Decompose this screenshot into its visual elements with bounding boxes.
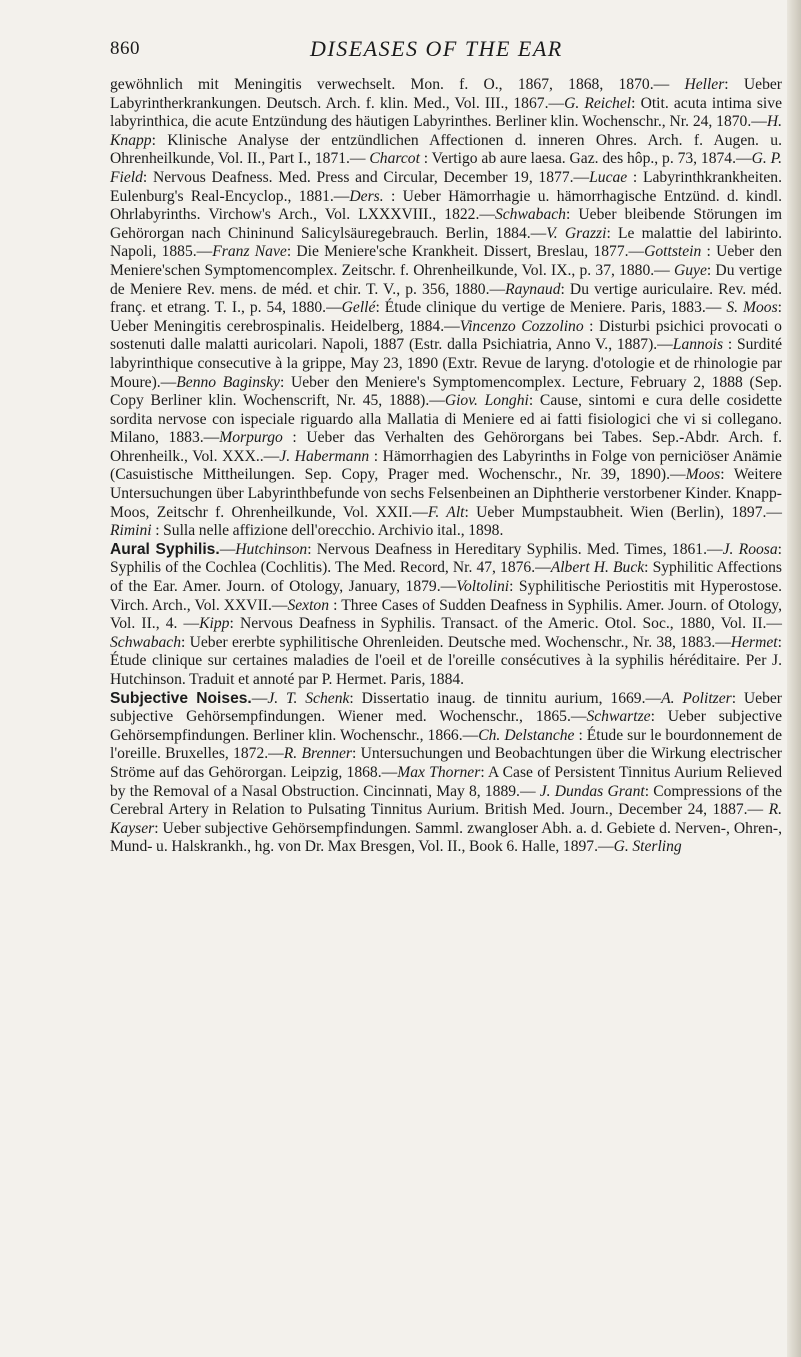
author-name: J. T. Schenk [267, 689, 350, 707]
citation-text: : Syphilis of the Cochlea (Cochlitis). The Med. Record, Nr. 47, 1876.— [110, 540, 782, 577]
author-name: Guye [673, 261, 707, 279]
citation-text: : Hämorrhagien des Labyrinths in Folge von perniciöser Anämie (Casuistische Mittheilungen. Sep. Copy, Prager med. Wochenschr., Nr. 39, 1890).— [110, 447, 782, 484]
author-name: Schwabach [494, 206, 566, 224]
citation-text: : Weitere Untersuchungen über Labyrinthbefunde von sechs Felsenbeinen an Diphtherie verstorbener Kinder. Knapp-Moos, Zeitschr f. Ohrenheilkunde, Vol. XXII.— [110, 466, 782, 521]
author-name: R. Kayser [110, 801, 782, 837]
citation-text: : Ueber bleibende Störungen im Gehörorgan nach Chininund Salicylsäuregebrauch. Berlin, 1884.— [110, 206, 782, 242]
citation-text: : Compressions of the Cerebral Artery in Relation to Pulsating Tinnitus Aurium. British Med. Journ., December 24, 1887.— [110, 782, 782, 819]
citation-text: : Sulla nelle affizione dell'orecchio. Archivio ital., 1898. [151, 522, 504, 540]
citation-text: : Surdité labyrinthique consecutive à la grippe, May 23, 1890 (Extr. Revue de laryng. d'otologie et de rhinologie par Moure).— [110, 336, 782, 391]
citation-text: : Étude sur le bourdonnement de l'oreille. Bruxelles, 1872.— [110, 726, 783, 763]
citation-text: : Ueber den Meniere's Symptomencomplex. Lecture, February 2, 1888 (Sep. Copy Berliner klin. Wochenscrift, Nr. 45, 1888).— [110, 373, 782, 410]
section-heading: Subjective Noises. [110, 689, 252, 707]
citation-text: : Ueber den Meniere'schen Symptomencomplex. Zeitschr. f. Ohrenheilkunde, Vol. IX., p. 37, 1880.— [110, 243, 782, 279]
author-name: Benno Baginsky [176, 373, 280, 391]
author-name: G. Reichel [564, 94, 632, 112]
citation-text: : Étude clinique sur certaines maladies de l'oeil et de l'oreille consécutives à la syphilis héréditaire. Per J. Hutchinson. Traduit et annoté par P. Hermet. Paris, 1884. [110, 633, 782, 688]
citation-text: : Ueber subjective Gehörsempfindungen. Samml. zwangloser Abh. a. d. Gebiete d. Nerven-, Ohren-, Mund- u. Halskrankh., hg. von Dr. Max Bresgen, Vol. II., Book 6. Halle, 1897.— [110, 819, 782, 856]
author-name: Kipp [199, 615, 230, 633]
author-name: Albert H. Buck [550, 559, 645, 577]
citation-text: : Ueber Hämorrhagie u. hämorrhagische Entzünd. d. kindl. Ohrlabyrinths. Virchow's Arch., Vol. LXXXVIII., 1822.— [110, 187, 782, 224]
citation-text: : Nervous Deafness. Med. Press and Circular, December 19, 1877.— [142, 168, 590, 186]
author-name: Voltolini [456, 578, 510, 596]
citation-text: : Vertigo ab aure laesa. Gaz. des hôp., p. 73, 1874.— [419, 150, 752, 168]
citation-text: : Syphilitic Affections of the Ear. Amer. Journ. of Otology, January, 1879.— [110, 559, 782, 596]
paragraph [110, 690, 782, 857]
author-name: G. Sterling [613, 838, 682, 856]
author-name: Schwabach [110, 633, 182, 651]
author-name: Max Thorner [397, 763, 481, 781]
citation-text: : Du vertige de Meniere Rev. mens. de méd. et chir. T. V., p. 356, 1880.— [110, 261, 782, 298]
page-header [110, 24, 782, 76]
author-name: A. Politzer [661, 689, 732, 707]
book-page [110, 24, 782, 857]
author-name: Gottstein [644, 243, 702, 261]
citation-text: : Syphilitische Periostitis mit Hyperostose. Virch. Arch., Vol. XXVII.— [110, 578, 782, 614]
citation-text: : Ueber subjective Gehörsempfindungen. Berliner klin. Wochenschr., 1866.— [110, 708, 782, 744]
author-name: G. P. Field [110, 150, 783, 186]
author-name: Sexton [287, 596, 330, 614]
author-name: Moos [685, 466, 721, 484]
author-name: Morpurgo [219, 429, 283, 447]
author-name: Charcot [369, 150, 420, 168]
author-name: Raynaud [505, 280, 561, 298]
author-name: Lucae [589, 168, 628, 186]
author-name: R. Brenner [283, 745, 352, 763]
author-name: Vincenzo Cozzolino [459, 317, 584, 335]
citation-text: : Ueber das Verhalten des Gehörorgans bei Tabes. Sep.-Abdr. Arch. f. Ohrenheilk., Vol. XXX..— [110, 429, 782, 465]
page-edge-shadow [787, 0, 801, 1357]
citation-text: — [219, 540, 236, 558]
citation-text: : Three Cases of Sudden Deafness in Syphilis. Amer. Journ. of Otology, Vol. II., 4. — [110, 596, 782, 633]
author-name: Schwartze [586, 708, 651, 726]
citation-text: : Cause, sintomi e cura delle cosidette sordita nervose con ispeciale riguardo alla Mallatia di Meniere ed ai fatti fisiologici che vi si collegano. Milano, 1883.— [110, 392, 782, 447]
author-name: Hermet [730, 633, 778, 651]
citation-text: : Nervous Deafness in Syphilis. Transact. of the Americ. Otol. Soc., 1880, Vol. II.— [229, 615, 783, 633]
author-name: J. Habermann [279, 447, 370, 465]
author-name: Gellé [341, 299, 376, 317]
author-name: Heller [684, 76, 725, 93]
citation-text: : A Case of Persistent Tinnitus Aurium Relieved by the Removal of a Nasal Obstruction. Cincinnati, May 8, 1889.— [110, 763, 783, 800]
author-name: J. Roosa [722, 540, 778, 558]
author-name: H. Knapp [110, 113, 782, 149]
paragraph [110, 76, 782, 541]
citation-text: : Dissertatio inaug. de tinnitu aurium, 1669.— [349, 689, 662, 707]
citation-text: : Le malattie del labirinto. Napoli, 1885.— [110, 224, 783, 261]
citation-text: : Otit. acuta intima sive labyrinthica, die acute Entzündung des häutigen Labyrinthes. Berliner klin. Wochenschr., Nr. 24, 1870.— [110, 94, 782, 131]
citation-text: : Klinische Analyse der entzündlichen Affectionen d. inneren Ohres. Arch. f. Augen. u. Ohrenheilkunde, Vol. II., Part I., 1871.— [110, 131, 782, 168]
citation-text: gewöhnlich mit Meningitis verwechselt. Mon. f. O., 1867, 1868, 1870.— [110, 76, 685, 93]
citation-text: : Ueber subjective Gehörsempfindungen. Wiener med. Wochenschr., 1865.— [110, 689, 782, 726]
author-name: Hutchinson [235, 540, 308, 558]
citation-text: : Nervous Deafness in Hereditary Syphilis. Med. Times, 1861.— [307, 540, 723, 558]
author-name: Rimini [110, 522, 152, 540]
author-name: F. Alt [427, 503, 465, 521]
author-name: S. Moos [726, 299, 778, 317]
author-name: Ders. [349, 187, 384, 205]
paragraph [110, 541, 782, 690]
citation-text: — [251, 689, 268, 707]
citation-text: : Du vertige auriculaire. Rev. méd. franç. et etrang. T. I., p. 54, 1880.— [110, 280, 782, 317]
author-name: Ch. Delstanche [478, 726, 575, 744]
citation-text: : Untersuchungen und Beobachtungen über die Wirkung electrischer Ströme auf das Gehörorgan. Leipzig, 1868.— [110, 745, 782, 781]
citation-text: : Ueber Labyrintherkrankungen. Deutsch. Arch. f. klin. Med., Vol. III., 1867.— [110, 76, 782, 112]
author-name: V. Grazzi [546, 224, 607, 242]
citation-text: : Ueber Meningitis cerebrospinalis. Heidelberg, 1884.— [110, 299, 783, 335]
author-name: Giov. Longhi [444, 392, 529, 410]
running-head: DISEASES OF THE EAR [310, 36, 563, 61]
citation-text: : Labyrinthkrankheiten. Eulenburg's Real-Encyclop., 1881.— [110, 168, 782, 205]
author-name: J. Dundas Grant [539, 782, 645, 800]
page-number: 860 [110, 38, 140, 59]
section-heading: Aural Syphilis. [110, 540, 220, 558]
page-body [110, 76, 782, 857]
citation-text: : Ueber Mumpstaubheit. Wien (Berlin), 1897.— [464, 503, 782, 521]
citation-text: : Ueber ererbte syphilitische Ohrenleiden. Deutsche med. Wochenschr., Nr. 38, 1883.— [181, 633, 731, 651]
citation-text: : Die Meniere'sche Krankheit. Dissert, Breslau, 1877.— [286, 243, 645, 261]
citation-text: : Étude clinique du vertige de Meniere. Paris, 1883.— [375, 299, 727, 317]
author-name: Lannois [672, 336, 724, 354]
author-name: Franz Nave [212, 243, 287, 261]
citation-text: : Disturbi psichici provocati o sostenuti dalle malatti auricolari. Napoli, 1887 (Estr. dalla Psichiatria, Anno V., 1887).— [110, 317, 782, 354]
